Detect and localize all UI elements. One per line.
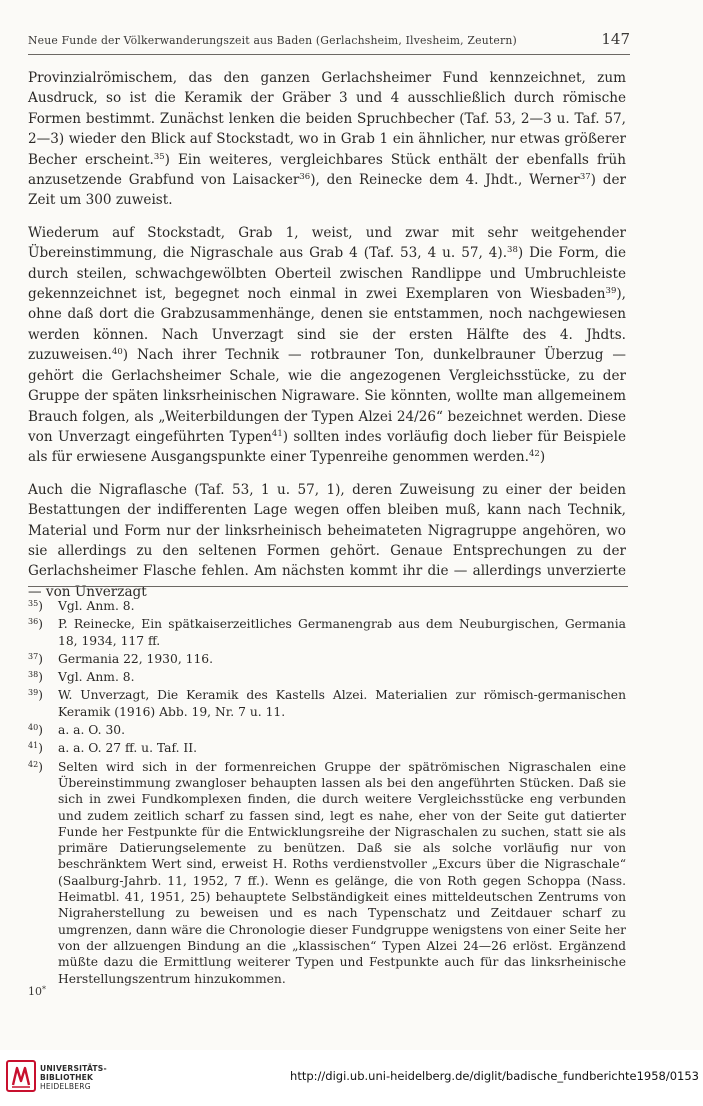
paragraph-text: ) Nach ihrer Technik — rotbrauner Ton, dunkelbrauner Überzug — gehört die Gerlachsheimer Schale, wie die angezogenen Vergleichsstücke, zu der Gruppe der späten linksrheinischen Nigraware. Sie könnten, wollte man allgemeinem Brauch folgen, als „Weiterbildungen der Typen Alzei 24/26“ bezeichnet werden. Diese von Unverzagt eingeführten Typen [28,347,626,445]
footnote [28,616,626,649]
footnote-number: $^{37}$) [28,651,43,666]
footnote-ref: 38 [507,245,518,256]
paragraph [28,68,626,211]
footnote-ref: 41 [271,428,283,439]
footnote-number: $^{40}$) [28,723,43,738]
library-logo-text [40,1064,107,1091]
footnote-text: a. a. O. 27 ff. u. Taf. II. [58,741,198,756]
paragraph-text: Provinzialrömischem, das den ganzen Gerlachsheimer Fund kennzeichnet, zum Ausdruck, so ist die Keramik der Gräber 3 und 4 ausschließlich durch römische Formen bestimmt. Zunächst lenken die beiden Spruchbecher (Taf. 53, 2—3 u. Taf. 57, 2—3) wieder den Blick auf Stockstadt, wo in Grab 1 ein ähnlicher, nur etwas größerer Becher erscheint. [28,70,626,168]
footnote-rule [28,586,628,587]
footnote-number-value: 41 [28,741,39,751]
footnote-number-value: 38 [28,670,39,680]
footnote-ref: 40 [111,347,123,358]
footnote-number-value: 39 [28,688,39,698]
body-text [28,68,626,614]
footnote-text: Vgl. Anm. 8. [58,670,135,685]
running-head: Neue Funde der Völkerwanderungszeit aus Baden (Gerlachsheim, Ilvesheim, Zeutern) [28,34,517,47]
signature-number: 10 [28,985,42,998]
logo-line-2: BIBLIOTHEK [40,1073,94,1082]
paragraph-text: ), den Reinecke dem 4. Jhdt., Werner [310,172,580,189]
footnote-number: $^{36}$) [28,617,43,632]
footnote [28,651,626,667]
footnote-number: $^{35}$) [28,599,43,613]
logo-line-3: HEIDELBERG [40,1082,91,1091]
footnote-number: $^{39}$) [28,688,43,703]
paragraph [28,223,626,468]
footnote-number-value: 40 [28,723,39,733]
footer-bar [0,1050,703,1106]
footnote [28,687,626,720]
paragraph-text: ), ohne daß dort die Grabzusammenhänge, denen sie entstammen, noch nachgewiesen werden können. Nach Unverzagt sind sie der ersten Hälfte des 4. Jhdts. zuzuweisen. [28,286,626,364]
paragraph-text: ) Ein weiteres, vergleichbares Stück enthält der ebenfalls früh anzusetzende Grabfund von Laisacker [28,151,626,189]
footnote [28,759,626,987]
footnote [28,722,626,738]
source-url[interactable]: http://digi.ub.uni-heidelberg.de/diglit/badische_fundberichte1958/0153 [290,1069,699,1083]
logo-line-1: UNIVERSITÄTS- [40,1064,107,1073]
footnote-ref: 35 [153,151,165,162]
footnote-number-value: 42 [28,759,39,769]
footnote-text: W. Unverzagt, Die Keramik des Kastells Alzei. Materialien zur römisch-germanischen Keramik (1916) Abb. 19, Nr. 7 u. 11. [58,688,626,719]
paragraph-text: ) der Zeit um 300 zuweist. [28,172,626,209]
footnote-text: Germania 22, 1930, 116. [58,651,214,666]
footnote-text: Vgl. Anm. 8. [58,599,135,613]
paragraph-text: ) [539,449,546,466]
university-library-logo-icon [6,1059,36,1093]
footnote-number-value: 37 [28,651,39,661]
footnote [28,598,626,614]
signature-star: * [42,985,46,994]
footnote-number: $^{38}$) [28,670,43,685]
footnote-number: $^{42}$) [28,759,43,774]
footnote-ref: 36 [299,172,311,183]
footnote-text: a. a. O. 30. [58,723,126,738]
footnote-number: $^{41}$) [28,741,43,756]
paragraph-text: Wiederum auf Stockstadt, Grab 1, weist, und zwar mit sehr weitgehender Übereinstimmung, die Nigraschale aus Grab 4 (Taf. 53, 4 u. 57, 4). [28,224,626,262]
footnote-number-value: 36 [28,617,39,627]
paragraph-text: Auch die Nigraflasche (Taf. 53, 1 u. 57, 1), deren Zuweisung zu einer der beiden Bestattungen der indifferenten Lage wegen offen bleiben muß, kann nach Technik, Material und Form nur der linksrheinisch beheimateten Nigragruppe angehören, wo sie allerdings zu den seltenen Formen gehört. Genaue Entsprechungen zu der Gerlachsheimer Flasche fehlen. Am nächsten kommt ihr die — allerdings unverzierte — von Unverzagt [28,481,626,600]
footnote-ref: 37 [579,172,591,183]
footnote [28,669,626,685]
page-number: 147 [601,30,630,48]
footnote-ref: 42 [529,449,540,460]
footnotes [28,598,626,989]
footnote-text: Selten wird sich in der formenreichen Gruppe der spätrömischen Nigraschalen eine Übereinstimmung zwangloser behaupten lassen als bei den angeführten Stücken. Daß sie sich in zwei Fundkomplexen finden, die durch weitere Vergleichsstücke eng verbunden und zudem zeitlich scharf zu fassen sind, legt es nahe, eher von der Seite gut datierter Funde her Festpunkte für die Entwicklungsreihe der Nigraschalen zu suchen, statt sie als primäre Datierungselemente zu benützen. Daß sie als solche vorläufig nur von beschränktem Wert sind, erweist H. Roths verdienstvoller „Excurs über die Nigraschale“ (Saalburg-Jahrb. 11, 1952, 7 ff.). Wenn es gelänge, die von Roth gegen Schoppa (Nass. Heimatbl. 41, 1951, 25) behauptete Selbständigkeit eines mitteldeutschen Zentrums von Nigraherstellung zu beweisen und es nach Typenschatz und Zeitdauer scharf zu umgrenzen, dann wäre die Chronologie dieser Fundgruppe wenigstens von einer Seite her von der allzuengen Bindung an die „klassischen“ Typen Alzei 24—26 erlöst. Ergänzend müßte dazu die Ermittlung weiterer Typen und Festpunkte auch für das linksrheinische Herstellungszentrum hinzukommen. [58,759,626,986]
paragraph-text: ) sollten indes vorläufig doch lieber für Beispiele als für erwiesene Ausgangspunkte einer Typenreihe genommen werden. [28,428,626,466]
footnote-ref: 39 [605,286,617,297]
footnote-text: P. Reinecke, Ein spätkaiserzeitliches Germanengrab aus dem Neuburgischen, Germania 18, 1934, 117 ff. [58,617,626,648]
footnote-number-value: 35 [28,599,39,608]
paragraph-text: ) Die Form, die durch steilen, schwachgewölbten Oberteil zwischen Randlippe und Umbruchleiste gekennzeichnet ist, begegnet noch einmal in zwei Exemplaren von Wiesbaden [28,245,626,303]
header-rule [28,54,630,55]
paragraph [28,480,626,602]
footnote [28,740,626,756]
signature-mark [28,985,46,998]
